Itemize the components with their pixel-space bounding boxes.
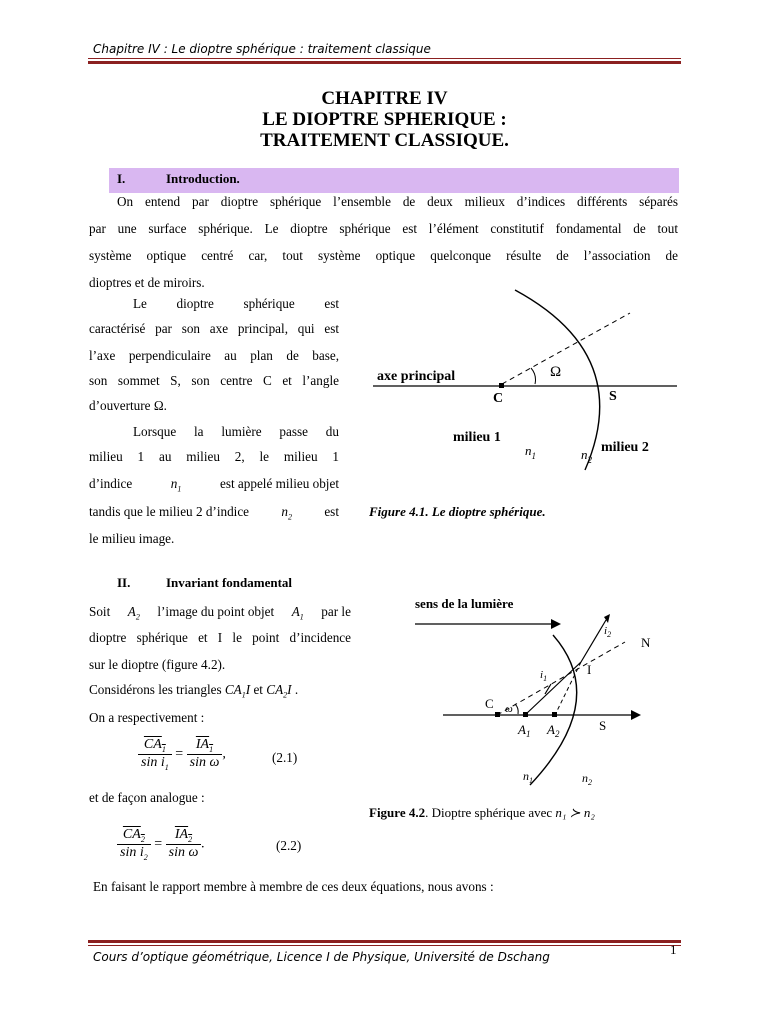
intro-line-2: par une surface sphérique. Le dioptre sphérique est l’élément constitutif fondamental de tout xyxy=(89,221,678,236)
n1-sub: 1 xyxy=(531,451,536,461)
eq1-den-right: sin ω xyxy=(189,755,220,771)
footer-course: Cours d’optique géométrique, Licence I de Physique, Université de Dschang xyxy=(93,950,550,964)
fig2-n2-sub: 2 xyxy=(588,778,592,787)
sec2-l1-text-a: Soit xyxy=(89,604,111,619)
footer-rule-thin xyxy=(88,945,681,946)
fig2-caption-text: . Dioptre sphérique avec xyxy=(425,805,553,820)
triangle-1 xyxy=(224,682,251,700)
n2-symbol xyxy=(281,498,292,531)
n2-letter: n xyxy=(581,447,588,462)
A2-point xyxy=(552,712,557,717)
sec2-l4-et: et xyxy=(253,682,263,697)
intro-line-3: système optique centré car, tout système optique quelconque résulte de l’association de xyxy=(89,248,678,263)
eq1-num-left xyxy=(144,737,166,752)
t1-end: I xyxy=(245,682,251,697)
equation-2-1-number: (2.1) xyxy=(272,750,298,765)
label-i1 xyxy=(540,669,547,683)
axis-label: axe principal xyxy=(377,369,456,384)
fig2-n1-label xyxy=(523,769,533,785)
chapter-title-1: CHAPITRE IV xyxy=(321,88,448,109)
t1-sub: 1 xyxy=(241,690,246,700)
A1-letter: A xyxy=(291,604,300,619)
fig2-caption-bold: Figure 4.2 xyxy=(369,805,426,820)
label-I: I xyxy=(587,662,592,677)
fig2-n1-sub: 1 xyxy=(529,776,533,785)
label-i2 xyxy=(604,625,611,639)
section-1-number: I. xyxy=(117,171,126,186)
t2-sub: 2 xyxy=(283,690,288,700)
fig2-n2-label xyxy=(582,771,592,787)
A1-point xyxy=(523,712,528,717)
header-rule-thin xyxy=(88,58,681,59)
fig2-n2-letter: n xyxy=(582,771,588,785)
fig2-n1-letter: n xyxy=(523,769,529,783)
para3-line-2: milieu 1 au milieu 2, le milieu 1 xyxy=(89,449,339,464)
n2-label xyxy=(581,447,593,465)
eq2-num-right-sub: 2 xyxy=(188,835,193,845)
triangle-2 xyxy=(266,682,292,700)
omega-angle-arc xyxy=(515,704,518,714)
figure-4-1-caption: Figure 4.1. Le dioptre sphérique. xyxy=(369,504,546,519)
eq2-frac-left xyxy=(117,827,151,862)
milieu1-label: milieu 1 xyxy=(453,430,501,445)
eq1-frac-left xyxy=(138,737,172,772)
eq2-den-right: sin ω xyxy=(168,845,199,861)
omega-symbol: Ω xyxy=(153,398,164,413)
t2-end: I xyxy=(287,682,292,697)
n2-letter: n xyxy=(281,504,288,519)
label-N: N xyxy=(641,635,651,650)
sec2-line-6: et de façon analogue : xyxy=(89,790,205,805)
omega-label: Ω xyxy=(550,364,562,380)
eq1-num-right-text: IA xyxy=(195,737,210,753)
fig2-caption-math: n₁ ≻ n₂ xyxy=(555,805,595,820)
chapter-title-3: TRAITEMENT CLASSIQUE. xyxy=(260,130,509,151)
refracted-ray xyxy=(581,620,606,662)
para2-line-5: d’ouverture Ω. xyxy=(89,398,167,413)
normal-line xyxy=(497,642,625,715)
sec2-line-7: En faisant le rapport membre à membre de ces deux équations, nous avons : xyxy=(93,879,494,894)
para3-l4-text: tandis que le milieu 2 d’indice xyxy=(89,504,250,519)
i1-sub: 1 xyxy=(543,674,548,683)
eq2-num-left xyxy=(123,827,145,842)
A1-sub: 1 xyxy=(299,612,304,622)
eq1-den-left-sub: 1 xyxy=(164,762,169,772)
eq1-den-left: sin i xyxy=(141,754,165,770)
fig2-A1-sub: 1 xyxy=(525,729,531,739)
center-point xyxy=(499,383,504,388)
eq2-tail: . xyxy=(201,836,205,852)
milieu2-label: milieu 2 xyxy=(601,440,649,455)
page-number: 1 xyxy=(670,942,677,957)
para2-line-4: son sommet S, son centre C et l’angle xyxy=(89,373,339,388)
eq1-tail: , xyxy=(222,746,226,762)
para2-line-1: Le dioptre sphérique est xyxy=(133,296,339,311)
equation-2-2-number: (2.2) xyxy=(276,838,302,853)
eq1-num-left-sub: 1 xyxy=(161,744,166,754)
label-S: S xyxy=(609,389,617,404)
n1-letter: n xyxy=(170,476,178,491)
n2-sub: 2 xyxy=(287,512,292,522)
para3-l3-text-b: est appelé milieu objet xyxy=(219,476,339,491)
para3-line-5: le milieu image. xyxy=(89,531,175,546)
axis-arrowhead xyxy=(631,710,641,720)
t1-text: CA xyxy=(224,682,242,697)
incident-ray xyxy=(525,662,581,715)
para3-line-1: Lorsque la lumière passe du xyxy=(133,424,339,439)
intro-line-4: dioptres et de miroirs. xyxy=(89,275,205,290)
para3-l3-text: d’indice xyxy=(89,476,133,491)
aperture-ray xyxy=(502,313,630,384)
figure-4-2-diagram xyxy=(405,590,665,800)
eq2-den-left-sub: 2 xyxy=(143,852,148,862)
fig2-A1-letter: A xyxy=(518,722,526,737)
eq2-den-left: sin i xyxy=(120,844,144,860)
section-1-heading: Introduction. xyxy=(166,171,240,186)
sec2-line-2: dioptre sphérique et I le point d’incidence xyxy=(89,630,351,645)
para3-l4-text-b: est xyxy=(324,504,339,519)
i1-letter: i xyxy=(540,669,544,681)
equation-2-1: $\frac{CA_1}{\sin i_1}$ = $\frac{IA_1}{\text{sin ω}}$ , xyxy=(138,737,226,772)
equation-2-2: $\frac{CA_2}{\sin i_2}$ = $\frac{IA_2}{\text{sin ω}}$ . xyxy=(117,827,205,862)
eq1-num-left-text: CA xyxy=(143,737,162,752)
aperture-angle-arc xyxy=(531,368,536,384)
intro-line-1: On entend par dioptre sphérique l’ensemble de deux milieux d’indices différents séparés xyxy=(117,194,678,209)
i2-letter: i xyxy=(604,625,608,637)
eq1-num-right-sub: 1 xyxy=(209,745,214,755)
section-2-number: II. xyxy=(117,575,131,590)
chapter-title-2: LE DIOPTRE SPHERIQUE : xyxy=(262,109,507,130)
eq1-num-right xyxy=(195,737,214,755)
label-A2 xyxy=(546,722,560,739)
para2-line-3: l’axe perpendiculaire au plan de base, xyxy=(89,348,339,363)
light-arrowhead xyxy=(551,619,561,629)
fig2-A2-sub: 2 xyxy=(554,729,560,739)
A2-sub: 2 xyxy=(135,612,140,622)
eq2-frac-right xyxy=(166,827,202,861)
eq2-num-right-text: IA xyxy=(174,827,189,843)
para2-line-2: caractérisé par son axe principal, qui est xyxy=(89,321,339,336)
center-point-2 xyxy=(495,712,500,717)
A2-letter: A xyxy=(127,604,136,619)
footer-rule-thick xyxy=(88,940,681,943)
i2-sub: 2 xyxy=(607,630,612,639)
dioptre-arc-2 xyxy=(530,635,577,785)
para2-line-5-text: d’ouverture xyxy=(89,398,151,413)
header-rule-thick xyxy=(88,61,681,64)
section-2-heading: Invariant fondamental xyxy=(166,575,293,590)
figure-4-1-diagram xyxy=(365,285,685,475)
eq2-num-left-text: CA xyxy=(122,827,141,842)
sec2-line-4: Considérons les triangles $CA_1I$ et $CA_2I$ . xyxy=(89,682,299,700)
eq2-num-left-sub: 2 xyxy=(140,834,145,844)
fig2-A2-letter: A xyxy=(547,722,555,737)
n2-sub: 2 xyxy=(587,455,592,465)
n1-sub: 1 xyxy=(177,484,182,494)
light-direction-label: sens de la lumière xyxy=(415,596,514,611)
sec2-l1-text-b: l’image du point objet xyxy=(157,604,275,619)
eq2-num-right xyxy=(174,827,193,845)
label-C: C xyxy=(493,391,504,406)
n1-label xyxy=(525,443,536,461)
sec2-line-3: sur le dioptre (figure 4.2). xyxy=(89,657,226,672)
label-S-2: S xyxy=(599,718,607,733)
label-A1 xyxy=(517,722,530,739)
t2-text: CA xyxy=(266,682,284,697)
eq1-frac-right xyxy=(187,737,223,771)
label-C-2: C xyxy=(485,696,494,711)
sec2-l4-text: Considérons les triangles xyxy=(89,682,222,697)
figure-4-2-caption xyxy=(369,805,595,821)
sec2-line-5: On a respectivement : xyxy=(89,710,205,725)
sec2-l1-text-c: par le xyxy=(321,604,351,619)
omega-label-2: ω xyxy=(505,703,513,715)
n1-letter: n xyxy=(525,443,532,458)
running-header: Chapitre IV : Le dioptre sphérique : traitement classique xyxy=(93,42,431,56)
